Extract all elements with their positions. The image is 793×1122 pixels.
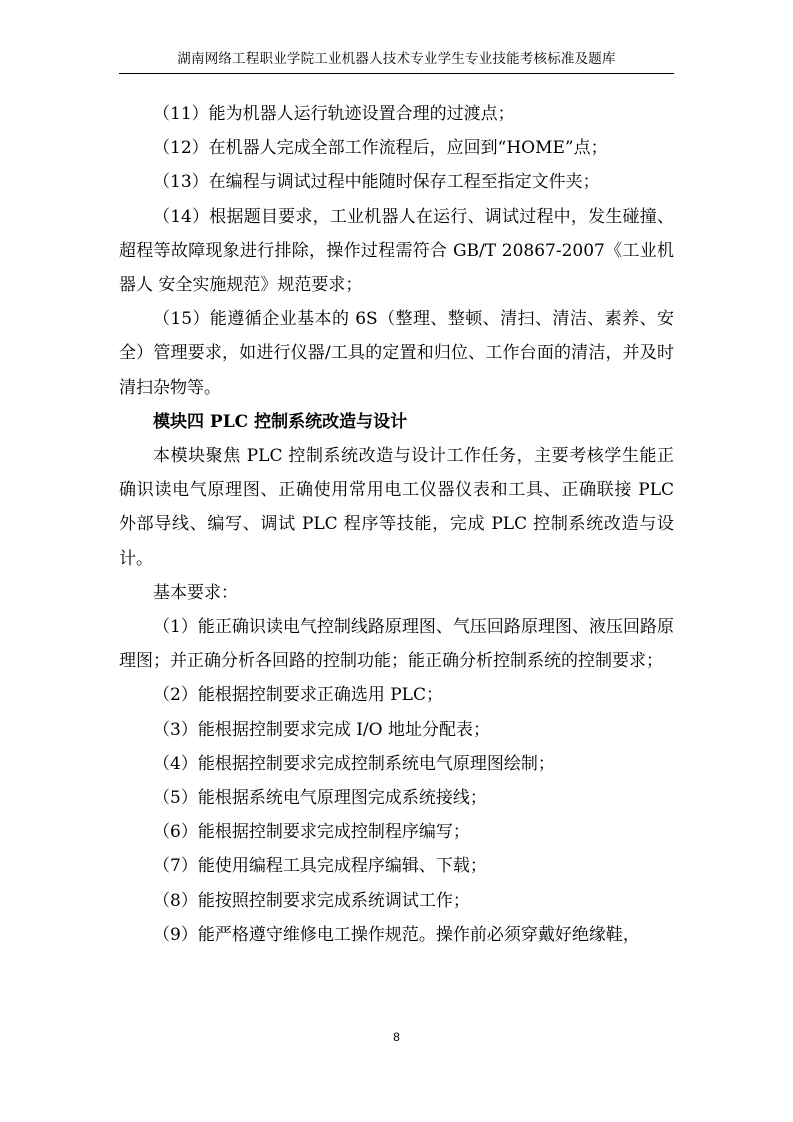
item-13: （13）在编程与调试过程中能随时保存工程至指定文件夹； — [153, 172, 600, 193]
requirement-3: （3）能根据控制要求完成 I/O 地址分配表； — [153, 719, 491, 740]
requirement-8: （8）能按照控制要求完成系统调试工作； — [153, 890, 470, 911]
requirement-2: （2）能根据控制要求正确选用 PLC； — [153, 685, 443, 706]
requirement-7: （7）能使用编程工具完成程序编辑、下载； — [153, 856, 487, 877]
page-number: 8 — [393, 1030, 400, 1044]
running-header: 湖南网络工程职业学院工业机器人技术专业学生专业技能考核标准及题库 — [177, 51, 616, 67]
module-heading: 模块四 PLC 控制系统改造与设计 — [153, 411, 408, 432]
requirement-4: （4）能根据控制要求完成控制系统电气原理图绘制； — [153, 753, 555, 774]
requirement-9: （9）能严格遵守维修电工操作规范。操作前必须穿戴好绝缘鞋， — [153, 924, 640, 945]
requirement-1: （1）能正确识读电气控制线路原理图、气压回路原理图、液压回路原理图；并正确分析各回路的控制功能；能正确分析控制系统的控制要求； — [119, 617, 674, 672]
item-11: （11）能为机器人运行轨迹设置合理的过渡点； — [153, 104, 515, 124]
requirement-6: （6）能根据控制要求完成控制程序编写； — [153, 822, 470, 843]
module-intro: 本模块聚焦 PLC 控制系统改造与设计工作任务，主要考核学生能正确识读电气原理图、正确使用常用电工仪器仪表和工具、正确联接 PLC 外部导线、编写、调试 PLC 程序等技能，完成 PLC 控制系统改造与设计。 — [119, 446, 674, 569]
requirement-5: （5）能根据系统电气原理图完成系统接线； — [153, 788, 487, 809]
item-12: （12）在机器人完成全部工作流程后，应回到“HOME”点； — [153, 138, 608, 159]
header-divider — [119, 73, 674, 74]
item-14: （14）根据题目要求，工业机器人在运行、调试过程中，发生碰撞、超程等故障现象进行排除，操作过程需符合 GB/T 20867-2007《工业机器人 安全实施规范》规范要求； — [119, 206, 674, 296]
basic-requirements-label: 基本要求： — [153, 582, 238, 603]
document-body — [119, 97, 674, 952]
item-15: （15）能遵循企业基本的 6S（整理、整顿、清扫、清洁、素养、安全）管理要求，如进行仪器/工具的定置和归位、工作台面的清洁，并及时清扫杂物等。 — [119, 309, 674, 398]
